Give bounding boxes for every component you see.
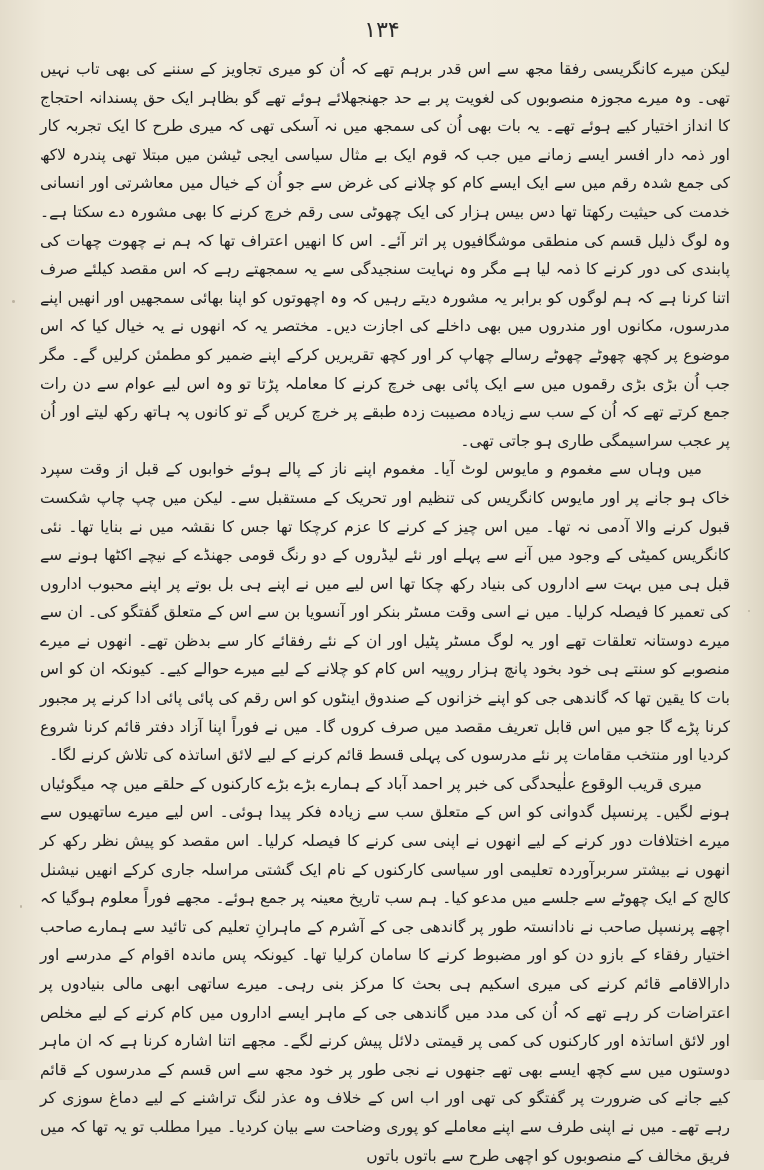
- paper-speck: [748, 610, 750, 612]
- paragraph-3: میری قریب الوقوع علٰیحدگی کی خبر پر احمد آباد کے ہمارے بڑے بڑے کارکنوں کے حلقے میں چہ میگوئیاں ہونے لگیں۔ پرنسپل گدوانی کو اس کے متعلق سب سے زیادہ فکر پیدا ہوئی۔ اس لیے میرے ساتھیوں سے میرے اختلافات دور کرنے کے لیے انھوں نے اپنی سی کرنے کا فیصلہ کرلیا۔ اس مقصد کو پیش نظر رکھ کر انھوں نے بیشتر سربرآوردہ تعلیمی اور سیاسی کارکنوں کے نام ایک گشتی مراسلہ جاری کرکے انھیں نیشنل کالج کے ایک چھوٹے سے جلسے میں مدعو کیا۔ ہم سب تاریخ معینہ پر جمع ہوئے۔ مجھے فوراً معلوم ہوگیا کہ اچھے پرنسپل صاحب نے نادانستہ طور پر گاندھی جی کے آشرم کے ماہرانِ تعلیم کی تائید سے ہمارے صاحب اختیار رفقاء کے بازو دن کو اور مضبوط کرنے کا سامان کرلیا تھا۔ کیونکہ پس ماندہ اقوام کے مدرسے اور دارالاقامے قائم کرنے کی میری اسکیم ہی بحث کا مرکز بنی رہی۔ میرے ساتھی ابھی مالی بنیادوں پر اعتراضات کر رہے تھے کہ اُن کی مدد میں گاندھی جی کے ماہر ایسے اداروں میں کام کرنے کے لیے مخلص اور لائق اساتذہ اور کارکنوں کی کمی پر قیمتی دلائل پیش کرنے لگے۔ مجھے اتنا اشارہ کرنا ہے کہ ان ماہر دوستوں میں سے کچھ ایسے بھی تھے جنھوں نے نجی طور پر خود مجھ سے اس قسم کے مدرسوں کے قائم کیے جانے کی ضرورت پر گفتگو کی تھی اور اب اس کے خلاف وہ عذر لنگ تراشنے کے لیے دماغ سوزی کر رہے تھے۔ میں نے اپنی طرف سے اپنے معاملے کو پوری وضاحت سے بیان کردیا۔ میرا مطلب تو یہ تھا کہ میں فریق مخالف کے منصوبوں کو اچھی طرح سے باتوں باتوں: [40, 774, 730, 1165]
- paragraph-2: میں وہاں سے مغموم و مایوس لوٹ آیا۔ مغموم اپنے ناز کے پالے ہوئے خوابوں کے قبل از وقت سپرد خاک ہو جانے پر اور مایوس کانگریس کی تنظیم اور تحریک کے مستقبل سے۔ لیکن میں چپ چاپ شکست قبول کرنے والا آدمی نہ تھا۔ میں اس چیز کے کرنے کا عزم کرچکا تھا جس کا نقشہ میں نے بنایا تھا۔ نئی کانگریس کمیٹی کے وجود میں آنے سے پہلے اور نئے لیڈروں کے دو رنگ قومی جھنڈے کے نیچے اکٹھا ہونے سے قبل ہی میں بہت سے اداروں کی بنیاد رکھ چکا تھا اس لیے میں نے اپنے ہی بل بوتے پر اپنے محبوب اداروں کی تعمیر کا فیصلہ کرلیا۔ میں نے اسی وقت مسٹر بنکر اور آنسویا بن سے اس کے متعلق گفتگو کی۔ ان سے میرے دوستانہ تعلقات تھے اور یہ لوگ مسٹر پٹیل اور ان کے نئے رفقائے کار سے بدظن تھے۔ انھوں نے میرے منصوبے کو سنتے ہی خود بخود پانچ ہزار روپیہ اس کام کو چلانے کے لیے میرے حوالے کیے۔ کیونکہ ان کو اس بات کا یقین تھا کہ گاندھی جی کو اپنے خزانوں کے صندوق اینٹوں کو اس رقم کی پائی پائی ادا کرنے پر مجبور کرنا پڑے گا جو میں اس قابل تعریف مقصد میں صرف کروں گا۔ میں نے فوراً اپنا آزاد دفتر قائم کرنا شروع کردیا اور منتخب مقامات پر نئے مدرسوں کی پہلی قسط قائم کرنے کے لیے لائق اساتذہ کی تلاش کرنے لگا۔: [40, 460, 730, 765]
- paragraph-1: لیکن میرے کانگریسی رفقا مجھ سے اس قدر برہم تھے کہ اُن کو میری تجاویز کے سننے کی بھی تاب نہیں تھی۔ وہ میرے مجوزہ منصوبوں کی لغویت پر بے حد جھنجھلائے ہوئے تھے گو بظاہر ایک حق پسندانہ احتجاج کا انداز اختیار کیے ہوئے تھے۔ یہ بات بھی اُن کی سمجھ میں نہ آسکی تھی کہ میری طرح کا ایک تجربہ کار اور ذمہ دار افسر ایسے زمانے میں جب کہ قوم ایک بے مثال سیاسی ایجی ٹیشن میں مبتلا تھی پندرہ لاکھ کی جمع شدہ رقم میں سے ایک ایسے کام کو چلانے کی غرض سے جو اُن کے خیال میں معاشرتی اور انسانی خدمت کی حیثیت رکھتا تھا دس بیس ہزار کی ایک چھوٹی سی رقم خرچ کرنے کا بھی مشورہ دے سکتا ہے۔ وہ لوگ ذلیل قسم کی منطقی موشگافیوں پر اتر آئے۔ اس کا انھیں اعتراف تھا کہ ہم نے چھوت چھات کی پابندی کی دور کرنے کا ذمہ لیا ہے مگر وہ نہایت سنجیدگی سے یہ سمجھتے رہے کہ اس مقصد کیلئے صرف اتنا کرنا ہے کہ ہم لوگوں کو برابر یہ مشورہ دیتے رہیں کہ وہ اچھوتوں کو اپنا بھائی سمجھیں اور انھیں اپنے مدرسوں، مکانوں اور مندروں میں بھی داخلے کی اجازت دیں۔ مختصر یہ کہ انھوں نے یہ خیال کیا کہ اس موضوع پر کچھ چھوٹے چھوٹے رسالے چھاپ کر اور کچھ تقریریں کرکے اپنے ضمیر کو مطمئن کرلیں گے۔ مگر جب اُن بڑی بڑی رقموں میں سے ایک پائی بھی خرچ کرنے کا معاملہ پڑتا تو وہ اس لیے عوام سے دن رات جمع کرتے تھے کہ اُن کے سب سے زیادہ مصیبت زدہ طبقے پر خرچ کریں گے تو کانوں پہ ہاتھ رکھ لیتے اور اُن پر عجب سراسیمگی طاری ہو جاتی تھی۔: [40, 60, 730, 450]
- page-number: ۱۳۴: [364, 18, 400, 43]
- paper-speck: [12, 300, 15, 303]
- body-text: [40, 55, 730, 1170]
- paper-speck: [20, 905, 22, 908]
